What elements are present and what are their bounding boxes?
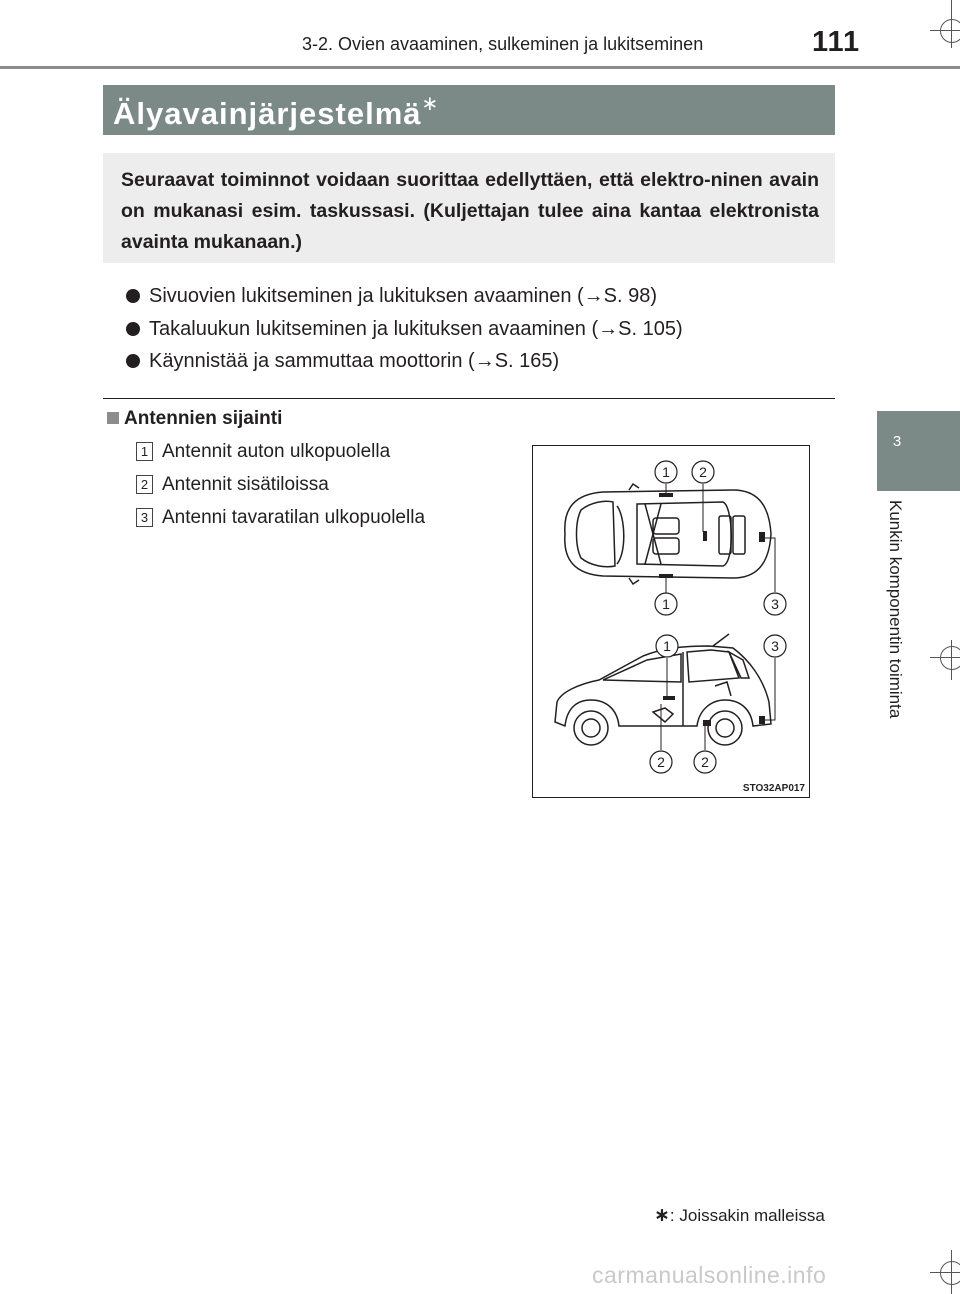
section-title — [107, 408, 282, 430]
number-badge: 1 — [136, 442, 153, 461]
bullet-item — [126, 285, 657, 308]
page-number: 111 — [812, 26, 861, 58]
car-top-view-hood — [577, 501, 616, 566]
page-title — [113, 91, 439, 132]
section-divider — [103, 398, 835, 399]
callout-side-lower-2b: 2 — [701, 754, 709, 770]
crop-mark-top-right — [930, 0, 960, 50]
bullet-text: Käynnistää ja sammuttaa moottorin (→S. 165) — [149, 350, 560, 372]
crop-mark-right-middle — [930, 640, 960, 680]
car-side-view-rear-wheel — [708, 711, 742, 745]
chapter-tab — [877, 411, 960, 491]
list-item — [136, 441, 390, 463]
list-item-text: Antennit sisätiloissa — [162, 474, 329, 495]
chapter-label: Kunkin komponentin toiminta — [886, 500, 905, 719]
bullet-text: Takaluukun lukitseminen ja lukituksen avaaminen (→S. 105) — [149, 318, 683, 340]
car-side-view-front-wheel — [574, 711, 608, 745]
header-rule — [0, 66, 960, 69]
antenna-location-figure — [532, 445, 810, 798]
title-bar — [103, 85, 835, 135]
callout-top-lower-1: 1 — [662, 596, 670, 612]
square-bullet-icon — [107, 412, 119, 424]
chapter-number: 3 — [892, 433, 902, 450]
list-item — [136, 507, 425, 529]
bullet-text: Sivuovien lukitseminen ja lukituksen avaaminen (→S. 98) — [149, 285, 658, 307]
number-badge: 3 — [136, 508, 153, 527]
callout-top-1: 1 — [662, 464, 670, 480]
footnote-text: : Joissakin malleissa — [669, 1206, 825, 1225]
car-top-view-windshield — [617, 506, 624, 564]
bullet-item — [126, 350, 559, 373]
crop-mark-bottom-right — [930, 1250, 960, 1294]
bullet-dot-icon — [126, 354, 140, 368]
title-asterisk: ∗ — [421, 93, 440, 115]
number-badge: 2 — [136, 475, 153, 494]
bullet-dot-icon — [126, 289, 140, 303]
section-title-text: Antennien sijainti — [124, 408, 283, 429]
intro-text: Seuraavat toiminnot voidaan suorittaa edellyttäen, että elektro-ninen avain on mukanasi esim. taskussasi. (Kuljettajan tulee aina kantaa elektronista avainta mukanaan.) — [121, 169, 819, 253]
callout-side-3: 3 — [771, 638, 779, 654]
page-title-text: Älyavainjärjestelmä — [113, 96, 422, 131]
list-item — [136, 474, 329, 496]
callout-side-1: 1 — [663, 638, 671, 654]
list-item-text: Antenni tavaratilan ulkopuolella — [162, 507, 426, 528]
bullet-item — [126, 318, 683, 341]
bullet-dot-icon — [126, 322, 140, 336]
intro-box — [103, 153, 835, 263]
callout-top-lower-3: 3 — [771, 596, 779, 612]
callout-top-2: 2 — [699, 464, 707, 480]
list-item-text: Antennit auton ulkopuolella — [162, 441, 391, 462]
header-section-path: 3-2. Ovien avaaminen, sulkeminen ja lukitseminen — [302, 34, 704, 54]
footnote — [654, 1204, 825, 1227]
figure-code: STO32AP017 — [742, 783, 805, 794]
car-illustration — [533, 446, 809, 797]
watermark: carmanualsonline.info — [592, 1262, 827, 1288]
footnote-asterisk: ∗ — [654, 1205, 670, 1226]
callout-side-lower-2a: 2 — [657, 754, 665, 770]
car-top-view-roof — [637, 502, 731, 566]
